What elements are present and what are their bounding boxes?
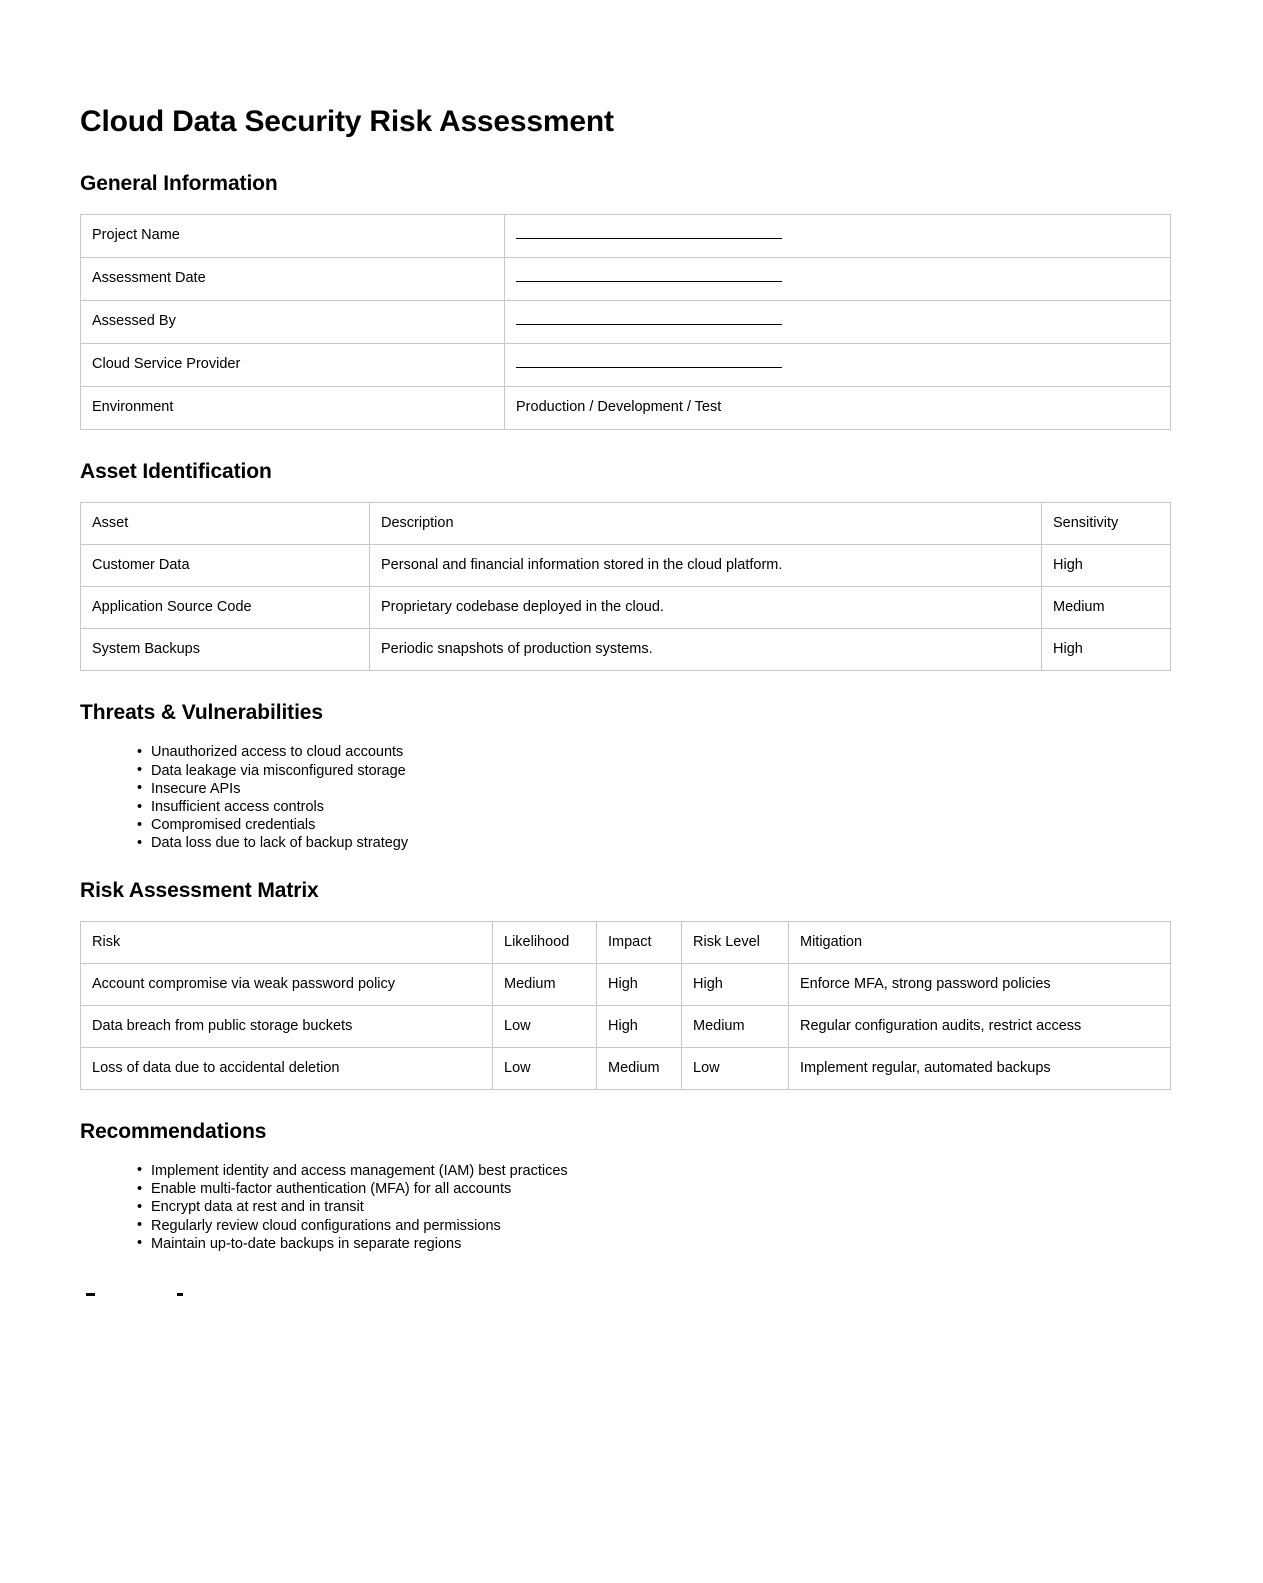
list-item: • Data leakage via misconfigured storage — [137, 762, 1170, 780]
general-info-value[interactable] — [505, 344, 1171, 387]
general-info-value[interactable] — [505, 258, 1171, 301]
table-row — [81, 258, 1171, 301]
table-header-row — [81, 921, 1171, 963]
asset-name-cell: Application Source Code — [81, 587, 370, 629]
clip-mark-right — [177, 1293, 183, 1296]
table-row — [81, 1005, 1171, 1047]
risk-description-cell: Account compromise via weak password policy — [81, 963, 493, 1005]
list-item: • Maintain up-to-date backups in separate regions — [137, 1235, 1170, 1253]
risk-level-cell: Low — [682, 1047, 789, 1089]
asset-sensitivity-cell: Medium — [1042, 587, 1171, 629]
table-row — [81, 587, 1171, 629]
column-header: Mitigation — [789, 921, 1171, 963]
table-row — [81, 215, 1171, 258]
recommendations-list — [80, 1162, 1170, 1253]
risk-assessment-table — [80, 921, 1171, 1090]
column-header: Likelihood — [493, 921, 597, 963]
list-item: • Regularly review cloud configurations and permissions — [137, 1217, 1170, 1235]
section-asset-identification — [80, 460, 1170, 671]
clipped-section-remnant — [80, 1286, 480, 1300]
general-info-label: Assessment Date — [81, 258, 505, 301]
list-item: • Encrypt data at rest and in transit — [137, 1198, 1170, 1216]
risk-description-cell: Data breach from public storage buckets — [81, 1005, 493, 1047]
section-heading-asset-identification: Asset Identification — [80, 460, 272, 484]
asset-name-cell: System Backups — [81, 629, 370, 671]
risk-mitigation-cell: Implement regular, automated backups — [789, 1047, 1171, 1089]
table-row — [81, 1047, 1171, 1089]
asset-sensitivity-cell: High — [1042, 545, 1171, 587]
asset-description-cell: Personal and financial information stored in the cloud platform. — [370, 545, 1042, 587]
section-risk-assessment-matrix — [80, 879, 1170, 1090]
general-info-label: Project Name — [81, 215, 505, 258]
table-row — [81, 387, 1171, 430]
general-info-value[interactable] — [505, 215, 1171, 258]
section-heading-risk-assessment-matrix: Risk Assessment Matrix — [80, 878, 319, 902]
general-info-value[interactable]: Production / Development / Test — [505, 387, 1171, 430]
section-heading-threats-vulnerabilities: Threats & Vulnerabilities — [80, 701, 323, 725]
blank-fill-line[interactable] — [516, 313, 782, 325]
clip-mark-left — [86, 1293, 95, 1296]
blank-fill-line[interactable] — [516, 227, 782, 239]
blank-fill-line[interactable] — [516, 270, 782, 282]
section-heading-general-information: General Information — [80, 172, 278, 195]
risk-mitigation-cell: Regular configuration audits, restrict access — [789, 1005, 1171, 1047]
asset-name-cell: Customer Data — [81, 545, 370, 587]
asset-identification-table — [80, 502, 1171, 671]
risk-level-cell: Medium — [682, 1005, 789, 1047]
list-item: • Enable multi-factor authentication (MFA) for all accounts — [137, 1180, 1170, 1198]
column-header: Asset — [81, 503, 370, 545]
table-row — [81, 344, 1171, 387]
list-item: • Data loss due to lack of backup strategy — [137, 834, 1170, 852]
general-info-value[interactable] — [505, 301, 1171, 344]
risk-likelihood-cell: Low — [493, 1047, 597, 1089]
risk-impact-cell: Medium — [597, 1047, 682, 1089]
section-general-information — [80, 172, 1170, 430]
risk-likelihood-cell: Medium — [493, 963, 597, 1005]
asset-sensitivity-cell: High — [1042, 629, 1171, 671]
list-item: • Implement identity and access management (IAM) best practices — [137, 1162, 1170, 1180]
section-heading-recommendations: Recommendations — [80, 1119, 267, 1143]
asset-description-cell: Proprietary codebase deployed in the cloud. — [370, 587, 1042, 629]
list-item: • Insufficient access controls — [137, 798, 1170, 816]
column-header: Risk — [81, 921, 493, 963]
threats-list — [80, 743, 1170, 852]
column-header: Sensitivity — [1042, 503, 1171, 545]
general-info-label: Cloud Service Provider — [81, 344, 505, 387]
section-threats-vulnerabilities — [80, 701, 1170, 852]
column-header: Impact — [597, 921, 682, 963]
page-title: Cloud Data Security Risk Assessment — [80, 105, 614, 138]
blank-fill-line[interactable] — [516, 356, 782, 368]
general-info-label: Environment — [81, 387, 505, 430]
risk-impact-cell: High — [597, 963, 682, 1005]
column-header: Risk Level — [682, 921, 789, 963]
risk-likelihood-cell: Low — [493, 1005, 597, 1047]
table-row — [81, 301, 1171, 344]
table-row — [81, 963, 1171, 1005]
asset-description-cell: Periodic snapshots of production systems. — [370, 629, 1042, 671]
risk-impact-cell: High — [597, 1005, 682, 1047]
table-row — [81, 629, 1171, 671]
section-recommendations — [80, 1120, 1170, 1253]
column-header: Description — [370, 503, 1042, 545]
table-header-row — [81, 503, 1171, 545]
list-item: • Unauthorized access to cloud accounts — [137, 743, 1170, 761]
risk-description-cell: Loss of data due to accidental deletion — [81, 1047, 493, 1089]
general-information-table — [80, 214, 1171, 430]
risk-level-cell: High — [682, 963, 789, 1005]
general-info-label: Assessed By — [81, 301, 505, 344]
table-row — [81, 545, 1171, 587]
list-item: • Insecure APIs — [137, 780, 1170, 798]
risk-mitigation-cell: Enforce MFA, strong password policies — [789, 963, 1171, 1005]
list-item: • Compromised credentials — [137, 816, 1170, 834]
